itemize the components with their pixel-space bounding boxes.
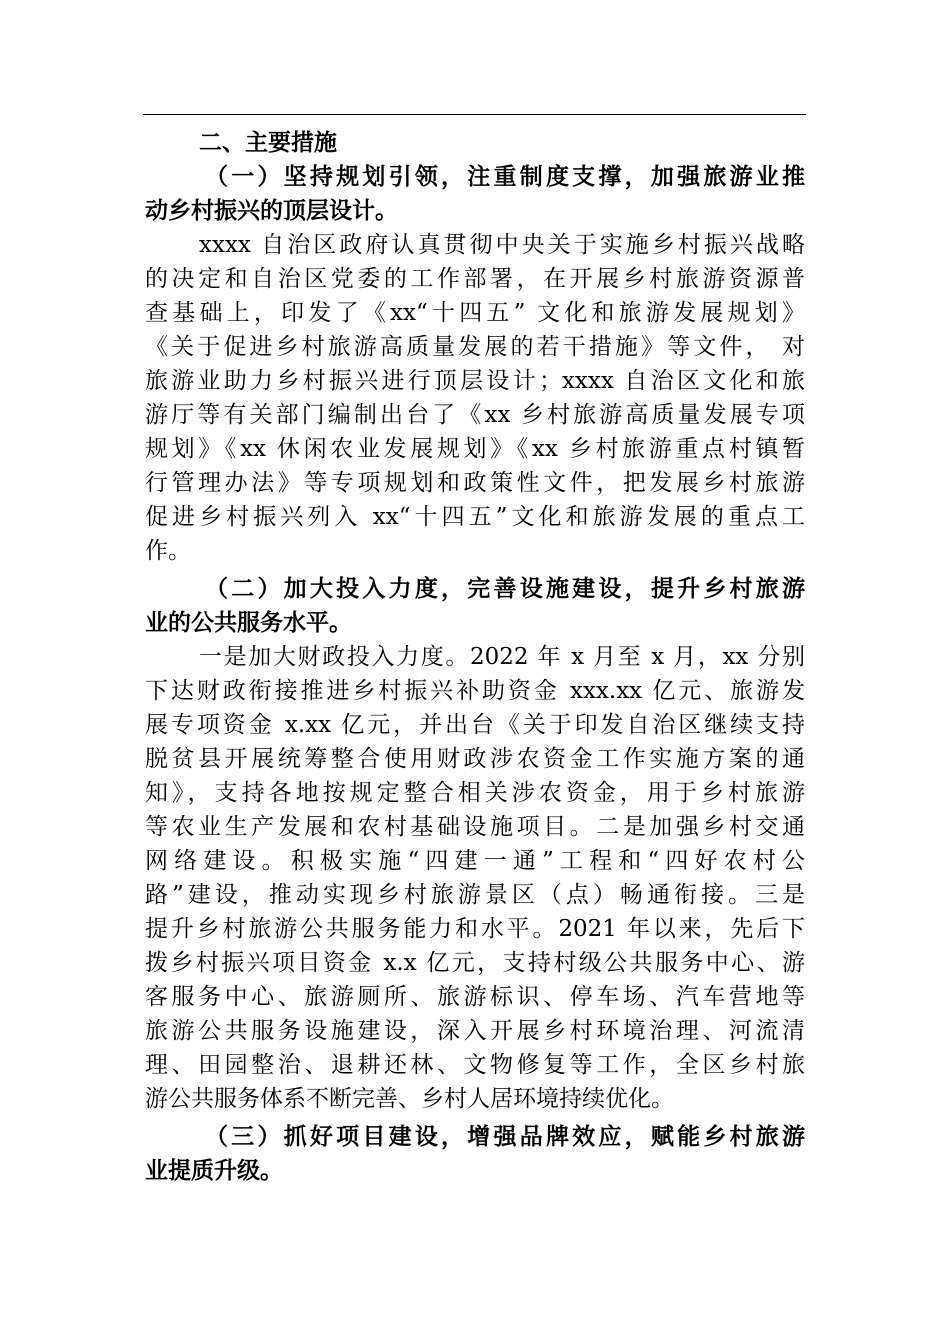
paragraph-line: 网络建设。积极实施“四建一通”工程和“四好农村公 xyxy=(145,848,805,874)
paragraph-line: 脱贫县开展统筹整合使用财政涉农资金工作实施方案的通 xyxy=(145,746,805,772)
paragraph-line: 展专项资金 x.xx 亿元，并出台《关于印发自治区继续支持 xyxy=(145,712,805,738)
paragraph-line: 等农业生产发展和农村基础设施项目。二是加强乡村交通 xyxy=(145,814,805,840)
paragraph-line: 作。 xyxy=(145,538,191,564)
paragraph-line: 一是加大财政投入力度。2022 年 x 月至 x 月，xx 分别 xyxy=(199,644,805,670)
paragraph-line: 的决定和自治区党委的工作部署，在开展乡村旅游资源普 xyxy=(145,266,805,292)
paragraph-line: 查基础上，印发了《xx“十四五” 文化和旅游发展规划》 xyxy=(145,300,805,326)
paragraph-line: xxxx 自治区政府认真贯彻中央关于实施乡村振兴战略 xyxy=(199,232,805,258)
paragraph-line: 促进乡村振兴列入 xx“十四五”文化和旅游发展的重点工 xyxy=(145,504,805,530)
paragraph-line: 下达财政衔接推进乡村振兴补助资金 xxx.xx 亿元、旅游发 xyxy=(145,678,805,704)
paragraph-line: 客服务中心、旅游厕所、旅游标识、停车场、汽车营地等 xyxy=(145,984,805,1010)
paragraph-line: 理、田园整治、退耕还林、文物修复等工作，全区乡村旅 xyxy=(145,1052,805,1078)
paragraph-line: 旅游业助力乡村振兴进行顶层设计；xxxx 自治区文化和旅 xyxy=(145,368,805,394)
subsection-title-3-line-2: 业提质升级。 xyxy=(145,1157,283,1184)
section-heading: 二、主要措施 xyxy=(199,129,337,156)
paragraph-line: 拨乡村振兴项目资金 x.x 亿元，支持村级公共服务中心、游 xyxy=(145,950,805,976)
subsection-title-3-line-1: （三）抓好项目建设，增强品牌效应，赋能乡村旅游 xyxy=(205,1123,805,1150)
paragraph-line: 知》，支持各地按规定整合相关涉农资金，用于乡村旅游 xyxy=(145,780,805,806)
subsection-title-1-line-2: 动乡村振兴的顶层设计。 xyxy=(145,197,398,224)
subsection-title-2-line-2: 业的公共服务水平。 xyxy=(145,609,352,636)
subsection-title-2-line-1: （二）加大投入力度，完善设施建设，提升乡村旅游 xyxy=(205,575,805,602)
paragraph-line: 路”建设，推动实现乡村旅游景区（点）畅通衔接。三是 xyxy=(145,882,805,908)
subsection-title-1-line-1: （一）坚持规划引领，注重制度支撑，加强旅游业推 xyxy=(205,163,805,190)
paragraph-line: 旅游公共服务设施建设，深入开展乡村环境治理、河流清 xyxy=(145,1018,805,1044)
paragraph-line: 游厅等有关部门编制出台了《xx 乡村旅游高质量发展专项 xyxy=(145,402,805,428)
paragraph-line: 游公共服务体系不断完善、乡村人居环境持续优化。 xyxy=(145,1086,674,1112)
paragraph-line: 提升乡村旅游公共服务能力和水平。2021 年以来，先后下 xyxy=(145,916,805,942)
paragraph-line: 行管理办法》等专项规划和政策性文件，把发展乡村旅游 xyxy=(145,470,805,496)
header-rule xyxy=(143,114,806,115)
paragraph-line: 规划》《xx 休闲农业发展规划》《xx 乡村旅游重点村镇暂 xyxy=(145,436,805,462)
document-body xyxy=(145,126,805,1188)
paragraph-line: 《关于促进乡村旅游高质量发展的若干措施》等文件， 对 xyxy=(145,334,805,360)
